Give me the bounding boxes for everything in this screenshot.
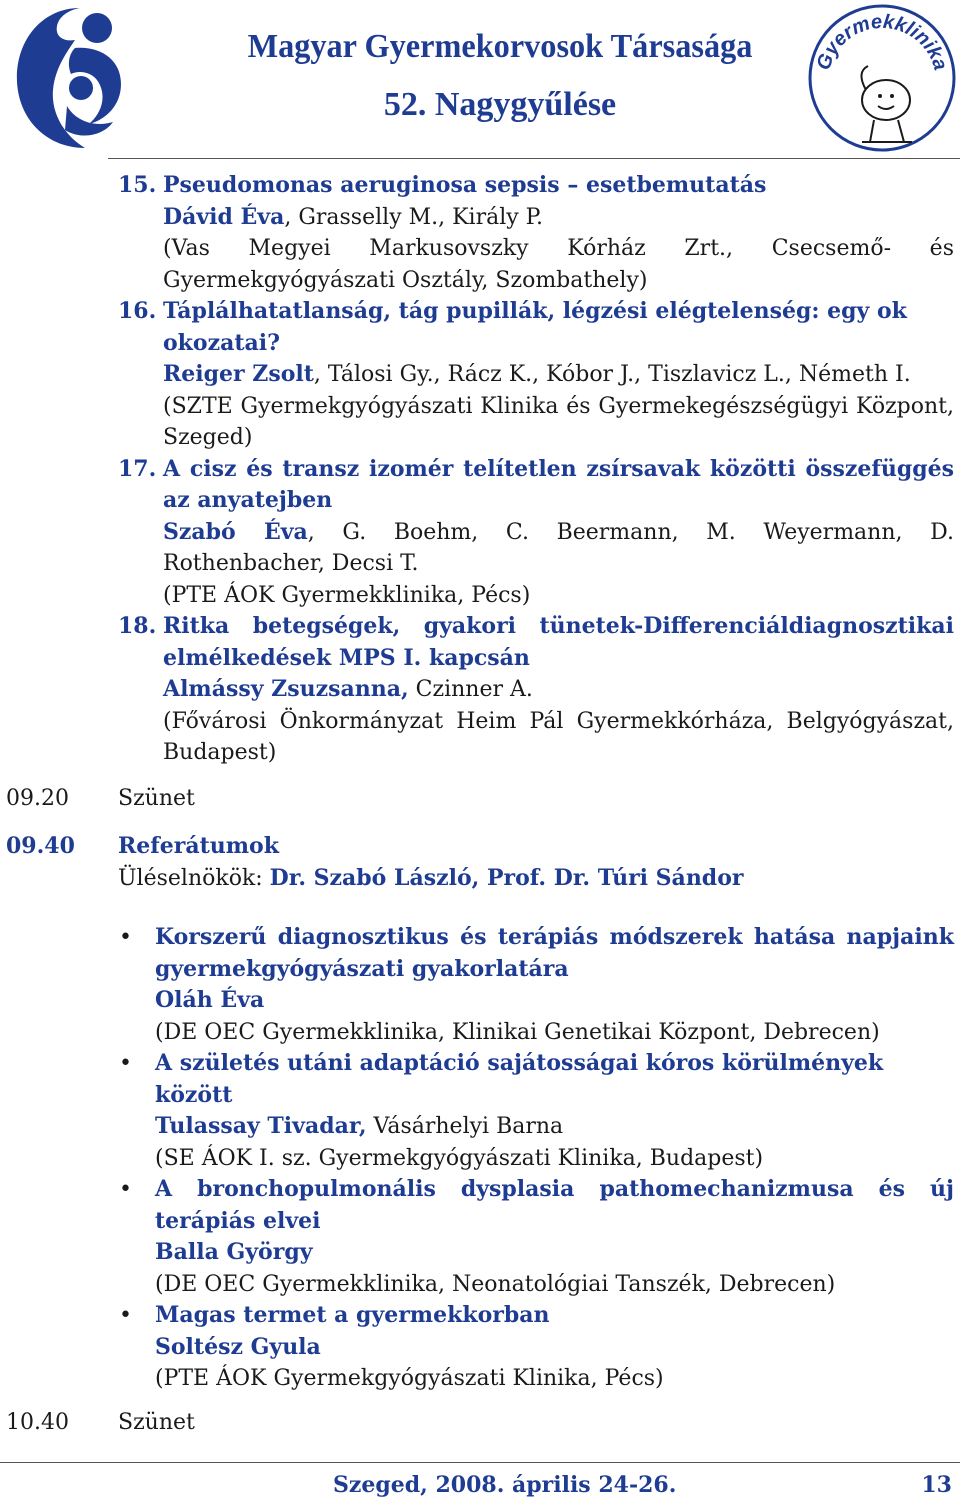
- lead-author: Oláh Éva: [155, 987, 265, 1013]
- chairs-names: Dr. Szabó László, Prof. Dr. Túri Sándor: [269, 864, 744, 891]
- bullet-icon: •: [119, 1303, 132, 1328]
- lecture-item: [119, 1174, 954, 1300]
- item-title: Táplálhatatlanság, tág pupillák, légzési elégtelenség: egy ok okozatai?: [163, 298, 907, 356]
- lead-author: Szabó Éva: [163, 518, 308, 545]
- lead-author: Almássy Zsuzsanna,: [163, 676, 409, 702]
- lecture-affiliation: (DE OEC Gyermekklinika, Klinikai Genetikai Központ, Debrecen): [155, 1019, 880, 1045]
- item-authors: [163, 674, 954, 706]
- lead-author: Soltész Gyula: [155, 1333, 321, 1360]
- item-number: 18.: [118, 613, 157, 639]
- break-row-2: [0, 1407, 960, 1439]
- session-time: 09.40: [6, 833, 75, 859]
- item-title: Pseudomonas aeruginosa sepsis – esetbemutatás: [163, 172, 767, 198]
- lead-author: Balla György: [155, 1239, 313, 1265]
- item-number: 15.: [118, 172, 157, 198]
- lead-author: Tulassay Tivadar,: [155, 1113, 367, 1139]
- session-row: [0, 831, 960, 863]
- lecture-item: [119, 922, 954, 1048]
- bullet-icon: •: [119, 1177, 132, 1202]
- lecture-affiliation: (SE ÁOK I. sz. Gyermekgyógyászati Klinika, Budapest): [155, 1145, 764, 1171]
- bullet-icon: •: [119, 1051, 132, 1076]
- chairs-label: Üléselnökök:: [118, 865, 270, 891]
- gyermekklinika-logo-icon: [806, 2, 958, 154]
- lead-author: Reiger Zsolt: [163, 361, 314, 387]
- break-row-1: [0, 783, 960, 815]
- item-title: Ritka betegségek, gyakori tünetek-Differenciáldiagnosztikai elmélkedések MPS I. kapcsán: [163, 613, 954, 671]
- lecture-authors: [155, 985, 954, 1017]
- break-time: 10.40: [6, 1409, 69, 1435]
- coauthors: , Grasselly M., Király P.: [284, 204, 544, 230]
- lecture-affiliation: (PTE ÁOK Gyermekgyógyászati Klinika, Pécs): [155, 1366, 664, 1391]
- lecture-title: Magas termet a gyermekkorban: [155, 1302, 550, 1328]
- lecture-affiliation: (DE OEC Gyermekklinika, Neonatológiai Tanszék, Debrecen): [155, 1271, 836, 1297]
- lecture-authors: [155, 1332, 954, 1364]
- lecture-list: [0, 922, 960, 1395]
- congress-subtitle: 52. Nagygyűlése: [383, 86, 617, 123]
- society-title: Magyar Gyermekorvosok Társasága: [247, 28, 753, 65]
- mother-child-logo-icon: [5, 2, 155, 152]
- item-affiliation: (Fővárosi Önkormányzat Heim Pál Gyermekkórháza, Belgyógyászat, Budapest): [163, 708, 954, 765]
- presentation-15: [0, 170, 960, 296]
- lecture-authors: [155, 1237, 954, 1269]
- lecture-authors: [155, 1111, 954, 1143]
- lecture-title: A születés utáni adaptáció sajátosságai kóros körülmények között: [155, 1050, 884, 1108]
- bullet-icon: •: [119, 925, 132, 950]
- item-authors: [163, 202, 954, 234]
- item-affiliation: (SZTE Gyermekgyógyászati Klinika és Gyermekegészségügyi Központ, Szeged): [163, 393, 954, 450]
- coauthors: Czinner A.: [408, 677, 533, 702]
- lecture-item: [119, 1048, 954, 1174]
- program-content: [0, 170, 960, 1438]
- break-label: Szünet: [118, 785, 195, 811]
- item-affiliation: (PTE ÁOK Gyermekklinika, Pécs): [163, 582, 531, 608]
- presentation-18: [0, 611, 960, 769]
- item-authors: [163, 517, 954, 580]
- page-number: 13: [921, 1472, 952, 1498]
- coauthors: , Tálosi Gy., Rácz K., Kóbor J., Tiszlavicz L., Németh I.: [313, 362, 911, 387]
- item-affiliation: (Vas Megyei Markusovszky Kórház Zrt., Csecsemő- és Gyermekgyógyászati Osztály, Szombathely): [163, 236, 954, 293]
- lead-author: Dávid Éva: [163, 203, 285, 230]
- item-number: 16.: [118, 298, 157, 324]
- break-label: Szünet: [118, 1409, 195, 1435]
- item-authors: [163, 359, 954, 391]
- session-title: Referátumok: [118, 833, 279, 859]
- lecture-title: Korszerű diagnosztikus és terápiás módszerek hatása napjaink gyermekgyógyászati gyakorlatára: [155, 924, 954, 982]
- session-chairs: [0, 863, 960, 895]
- presentation-16: [0, 296, 960, 454]
- coauthors: , G. Boehm, C. Beermann, M. Weyermann, D. Rothenbacher, Decsi T.: [163, 519, 954, 576]
- item-title: A cisz és transz izomér telítetlen zsírsavak közötti összefüggés az anyatejben: [163, 455, 954, 513]
- lecture-item: [119, 1300, 954, 1395]
- page-header: [0, 0, 960, 160]
- lecture-title: A bronchopulmonális dysplasia pathomechanizmusa és új terápiás elvei: [155, 1176, 954, 1234]
- presentation-17: [0, 454, 960, 612]
- coauthors: Vásárhelyi Barna: [366, 1114, 564, 1139]
- break-time: 09.20: [6, 785, 69, 811]
- item-number: 17.: [118, 455, 157, 482]
- footer-divider: [0, 1462, 960, 1463]
- footer-location-date: Szeged, 2008. április 24-26.: [333, 1472, 677, 1498]
- logo-text: Gyermekklinika: [812, 10, 952, 73]
- svg-text:Gyermekklinika: [813, 11, 952, 73]
- header-divider: [108, 158, 960, 159]
